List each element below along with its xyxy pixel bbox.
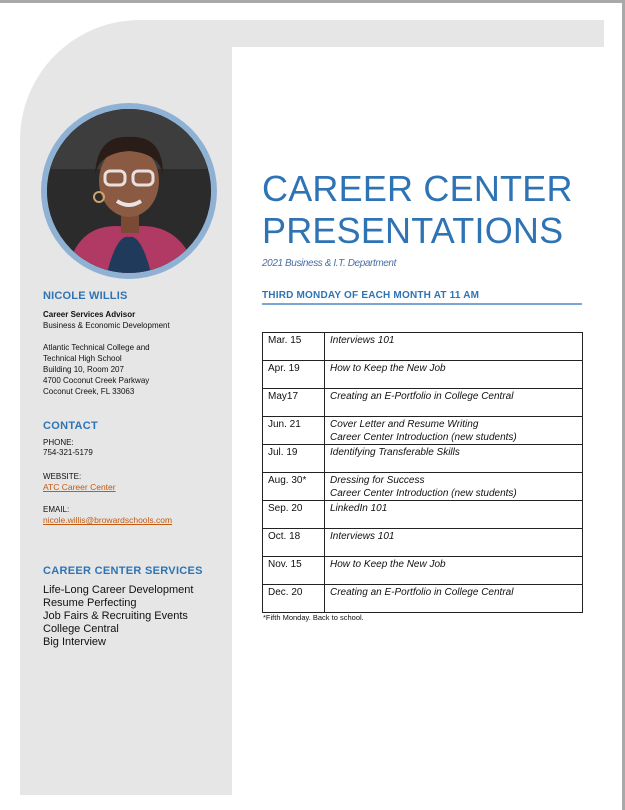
address-line: Atlantic Technical College and: [43, 343, 150, 352]
row-topic: [325, 501, 583, 529]
topic-line: Cover Letter and Resume Writing: [330, 419, 479, 430]
row-date: Nov. 15: [263, 557, 325, 585]
row-topic: [325, 389, 583, 417]
topic-line: Interviews 101: [330, 531, 395, 542]
title-line: CAREER CENTER: [262, 168, 573, 209]
row-topic: [325, 333, 583, 361]
row-date: Dec. 20: [263, 585, 325, 613]
table-row: [263, 389, 583, 417]
topic-line: Creating an E-Portfolio in College Central: [330, 587, 514, 598]
topic-line: Dressing for Success: [330, 475, 425, 486]
title-line: PRESENTATIONS: [262, 210, 564, 251]
services-list: [43, 584, 223, 649]
service-item: College Central: [43, 623, 119, 635]
avatar: [41, 103, 217, 279]
topic-line: Career Center Introduction (new students): [330, 432, 517, 443]
row-date: Oct. 18: [263, 529, 325, 557]
row-topic: [325, 585, 583, 613]
topic-line: Identifying Transferable Skills: [330, 447, 460, 458]
topic-line: Creating an E-Portfolio in College Central: [330, 391, 514, 402]
person-illustration: [47, 109, 211, 273]
row-date: May17: [263, 389, 325, 417]
topic-line: LinkedIn 101: [330, 503, 388, 514]
schedule-table: [262, 332, 583, 613]
address-line: 4700 Coconut Creek Parkway: [43, 376, 150, 385]
table-row: [263, 585, 583, 613]
table-row: [263, 529, 583, 557]
website-label: WEBSITE:: [43, 472, 82, 481]
row-date: Sep. 20: [263, 501, 325, 529]
row-topic: [325, 529, 583, 557]
address-block: [43, 342, 223, 397]
row-topic: [325, 473, 583, 501]
email-block: [43, 505, 223, 526]
topic-line: Career Center Introduction (new students): [330, 488, 517, 499]
phone-block: [43, 438, 223, 458]
advisor-department: Business & Economic Development: [43, 321, 170, 330]
advisor-name: NICOLE WILLIS: [43, 290, 128, 302]
table-row: [263, 333, 583, 361]
service-item: Big Interview: [43, 636, 106, 648]
row-topic: [325, 445, 583, 473]
topic-line: How to Keep the New Job: [330, 363, 446, 374]
row-date: Aug. 30*: [263, 473, 325, 501]
row-date: Mar. 15: [263, 333, 325, 361]
row-date: Apr. 19: [263, 361, 325, 389]
row-date: Jul. 19: [263, 445, 325, 473]
table-row: [263, 473, 583, 501]
table-row: [263, 417, 583, 445]
service-item: Life-Long Career Development: [43, 584, 194, 596]
row-topic: [325, 557, 583, 585]
page-title: [262, 168, 592, 252]
schedule-footnote: *Fifth Monday. Back to school.: [263, 613, 364, 622]
phone-label: PHONE:: [43, 438, 74, 447]
row-topic: [325, 417, 583, 445]
address-line: Building 10, Room 207: [43, 365, 124, 374]
table-row: [263, 445, 583, 473]
website-link[interactable]: ATC Career Center: [43, 482, 116, 492]
phone-number: 754-321-5179: [43, 448, 93, 457]
email-label: EMAIL:: [43, 505, 70, 514]
service-item: Resume Perfecting: [43, 597, 137, 609]
services-heading: CAREER CENTER SERVICES: [43, 565, 203, 577]
table-row: [263, 501, 583, 529]
topic-line: Interviews 101: [330, 335, 395, 346]
profile-photo: [47, 109, 211, 273]
topic-line: How to Keep the New Job: [330, 559, 446, 570]
service-item: Job Fairs & Recruiting Events: [43, 610, 188, 622]
advisor-title: Career Services Advisor: [43, 310, 136, 319]
top-band: [232, 20, 604, 47]
email-link[interactable]: nicole.willis@browardschools.com: [43, 515, 173, 525]
address-line: Technical High School: [43, 354, 122, 363]
table-row: [263, 557, 583, 585]
row-date: Jun. 21: [263, 417, 325, 445]
row-topic: [325, 361, 583, 389]
website-block: [43, 472, 223, 493]
department-subtitle: 2021 Business & I.T. Department: [262, 258, 396, 269]
contact-heading: CONTACT: [43, 420, 99, 432]
table-row: [263, 361, 583, 389]
advisor-role: [43, 309, 223, 331]
address-line: Coconut Creek, FL 33063: [43, 387, 135, 396]
schedule-heading: THIRD MONDAY OF EACH MONTH AT 11 AM: [262, 290, 582, 305]
